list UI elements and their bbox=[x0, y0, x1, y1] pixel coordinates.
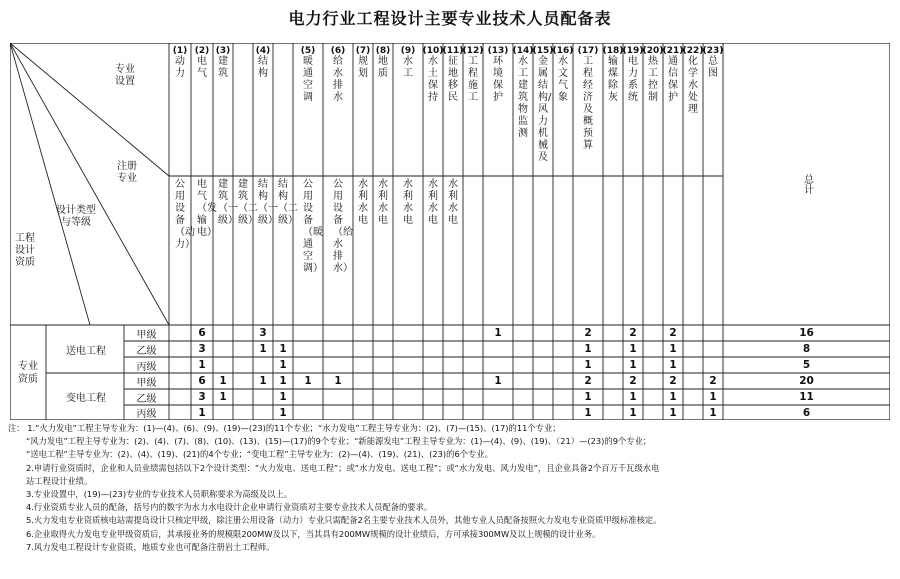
column-header bbox=[293, 43, 323, 176]
table-cell-value: 1 bbox=[669, 359, 677, 371]
column-header bbox=[643, 43, 663, 176]
note-line: 注： 1.“火力发电”工程主导专业为：(1)—(4)、(6)、(9)、(19)—(23)的11个专业；“水力发电”工程主导专业为：(2)、(7)—(15)、(17)的11个专业； bbox=[8, 423, 561, 433]
column-number: (13) bbox=[487, 46, 509, 56]
registered-specialty bbox=[169, 176, 195, 325]
column-number: (5) bbox=[300, 46, 316, 56]
table-cell-value: 1 bbox=[629, 406, 637, 419]
column-header bbox=[603, 43, 623, 176]
table-cell-value: 2 bbox=[709, 375, 717, 387]
column-header bbox=[683, 43, 703, 176]
row-total: 20 bbox=[799, 375, 814, 387]
page-title: 电力行业工程设计主要专业技术人员配备表 bbox=[288, 9, 612, 28]
table-cell-value: 1 bbox=[304, 375, 312, 387]
column-name: 水土保持 bbox=[428, 56, 438, 103]
column-name: 规划 bbox=[358, 56, 368, 79]
table-cell-value: 3 bbox=[198, 343, 206, 355]
registered-specialty bbox=[423, 176, 443, 325]
table-cell-value: 1 bbox=[669, 391, 677, 403]
table-cell-value: 6 bbox=[198, 327, 206, 339]
column-header bbox=[323, 43, 353, 176]
grade-label: 乙级 bbox=[136, 345, 157, 357]
column-name: 化学水处理 bbox=[688, 56, 698, 115]
column-number: (20) bbox=[642, 46, 664, 56]
corner-label-sheji-leixing: 设计类型与等级 bbox=[56, 205, 96, 228]
column-name: 金属结构/风力机械及 bbox=[538, 56, 552, 163]
registered-specialty-text: 水利水电 bbox=[403, 179, 413, 226]
column-header bbox=[513, 43, 533, 176]
column-number: (23) bbox=[702, 46, 724, 56]
registered-specialty-text: 结构（一级） bbox=[258, 179, 278, 226]
grade-label: 丙级 bbox=[136, 361, 157, 373]
registered-specialty bbox=[213, 176, 238, 325]
table-cell-value: 1 bbox=[198, 359, 206, 371]
side-label-songdian: 送电工程 bbox=[66, 345, 106, 357]
column-name: 电力系统 bbox=[628, 56, 638, 103]
column-number: (18) bbox=[602, 46, 624, 56]
table-cell-value: 1 bbox=[198, 406, 206, 419]
registered-specialty-text: 公用设备（给水排水） bbox=[333, 179, 353, 274]
table-cell-value: 1 bbox=[669, 406, 677, 419]
column-number: (15) bbox=[532, 46, 554, 56]
registered-specialty bbox=[253, 176, 278, 325]
total-header: 总计 bbox=[801, 174, 813, 194]
registered-specialty bbox=[323, 176, 353, 325]
table-cell-value: 1 bbox=[219, 391, 227, 403]
table-cell-value: 1 bbox=[279, 375, 287, 387]
column-header bbox=[191, 43, 213, 176]
registered-specialty-text: 建筑（二级） bbox=[238, 179, 258, 226]
table-cell-value: 1 bbox=[669, 343, 677, 355]
column-header bbox=[393, 43, 423, 176]
corner-label-zhuanye-shezhi: 专业设置 bbox=[115, 64, 135, 87]
column-header bbox=[663, 43, 683, 176]
table-cell-value: 2 bbox=[629, 327, 637, 339]
column-header bbox=[623, 43, 643, 176]
grid-line bbox=[10, 43, 169, 176]
note-line: 4.行业资质专业人员的配备，括号内的数字为水力水电设计企业申请行业资质对主要专业技术人员配备的要求。 bbox=[26, 502, 433, 513]
column-header bbox=[533, 43, 553, 176]
column-number: (9) bbox=[400, 46, 416, 56]
registered-specialty bbox=[293, 176, 323, 325]
column-number: (21) bbox=[662, 46, 684, 56]
note-line: 7.风力发电工程设计专业资质，地质专业也可配备注册岩土工程师。 bbox=[26, 541, 275, 552]
column-name: 结构 bbox=[258, 56, 268, 79]
column-name: 总图 bbox=[708, 56, 718, 79]
table-cell-value: 1 bbox=[219, 375, 227, 387]
column-number: (8) bbox=[375, 46, 391, 56]
registered-specialty-text: 公用设备（暖通空调） bbox=[303, 179, 323, 274]
column-number: (7) bbox=[355, 46, 371, 56]
column-name: 动力 bbox=[175, 56, 185, 79]
column-header bbox=[703, 43, 723, 176]
column-name: 输煤除灰 bbox=[608, 56, 618, 103]
table-cell-value: 2 bbox=[669, 327, 677, 339]
table-cell-value: 3 bbox=[198, 391, 206, 403]
column-number: (6) bbox=[330, 46, 346, 56]
registered-specialty-text: 水利水电 bbox=[448, 179, 458, 226]
table-cell-value: 1 bbox=[584, 406, 592, 419]
column-header bbox=[253, 43, 273, 176]
note-line: 2.申请行业资质时，企业和人员业绩需包括以下2个设计类型：“火力发电、送电工程”；或“水力发电、送电工程”；或“水力发电、风力发电”，且企业具备2个百万千瓦级水电 bbox=[26, 462, 660, 473]
column-number: (22) bbox=[682, 46, 704, 56]
registered-specialty bbox=[393, 176, 423, 325]
column-number: (19) bbox=[622, 46, 644, 56]
table-cell-value: 1 bbox=[629, 391, 637, 403]
registered-specialty bbox=[233, 176, 258, 325]
table-cell-value: 1 bbox=[279, 343, 287, 355]
column-header bbox=[169, 43, 191, 176]
column-name: 地质 bbox=[378, 56, 388, 79]
registered-specialty-text: 建筑（一级） bbox=[218, 179, 238, 226]
column-name: 水工建筑物监测 bbox=[518, 56, 528, 139]
grade-label: 丙级 bbox=[136, 409, 157, 420]
column-name: 水工 bbox=[403, 56, 413, 79]
column-name: 工程施工 bbox=[468, 56, 478, 103]
registered-specialty bbox=[273, 176, 298, 325]
registered-specialty bbox=[443, 176, 463, 325]
column-name: 热工控制 bbox=[648, 56, 658, 103]
table-cell-value: 1 bbox=[259, 343, 267, 355]
column-name: 环境保护 bbox=[493, 56, 503, 103]
table-cell-value: 1 bbox=[494, 327, 502, 339]
registered-specialty-text: 水利水电 bbox=[358, 179, 368, 226]
corner-label-gongcheng-zizhi: 工程设计资质 bbox=[15, 233, 35, 268]
registered-specialty bbox=[353, 176, 373, 325]
table-cell-value: 1 bbox=[259, 375, 267, 387]
column-number: (16) bbox=[552, 46, 574, 56]
side-label-biandian: 变电工程 bbox=[66, 393, 106, 404]
column-header bbox=[353, 43, 373, 176]
table-cell-value: 2 bbox=[584, 327, 592, 339]
table-cell-value: 3 bbox=[259, 327, 267, 339]
grade-label: 乙级 bbox=[136, 393, 157, 405]
table-cell-value: 1 bbox=[584, 359, 592, 371]
table-cell-value: 1 bbox=[279, 359, 287, 371]
column-header bbox=[213, 43, 233, 176]
note-line: “风力发电”工程主导专业为：(2)、(4)、(7)、(8)、(10)、(13)、(15)—(17)的9个专业；“新能源发电”工程主导专业为：(1)—(4)、(9)、(19)、（21）—(23)的9个专业； bbox=[26, 436, 652, 447]
row-total: 6 bbox=[802, 406, 811, 419]
side-label-zizhi: 专业资质 bbox=[18, 360, 38, 385]
column-number: (4) bbox=[255, 46, 271, 56]
column-header bbox=[443, 43, 463, 176]
row-total: 8 bbox=[802, 343, 811, 355]
row-total: 5 bbox=[802, 359, 811, 371]
table-cell-value: 1 bbox=[629, 343, 637, 355]
column-name: 电气 bbox=[197, 56, 207, 79]
column-name: 建筑 bbox=[218, 56, 228, 79]
table-cell-value: 1 bbox=[279, 391, 287, 403]
grid-line bbox=[10, 43, 90, 325]
column-number: (17) bbox=[577, 46, 599, 56]
table-cell-value: 2 bbox=[584, 375, 592, 387]
table-cell-value: 2 bbox=[669, 375, 677, 387]
column-number: (3) bbox=[215, 46, 231, 56]
registered-specialty-text: 结构（二级） bbox=[278, 179, 298, 226]
column-name: 水文气象 bbox=[558, 56, 568, 103]
grade-label: 甲级 bbox=[136, 329, 157, 341]
table-cell-value: 1 bbox=[334, 375, 342, 387]
registered-specialty-text: 公用设备（动力） bbox=[175, 179, 195, 250]
note-line: 3.专业设置中，(19)—(23)专业的专业技术人员职称要求为高级及以上。 bbox=[26, 489, 292, 500]
table-cell-value: 1 bbox=[709, 406, 717, 419]
column-header bbox=[483, 43, 513, 176]
column-number: (12) bbox=[462, 46, 484, 56]
note-line: 站工程设计业绩。 bbox=[26, 475, 93, 486]
column-header bbox=[573, 43, 603, 176]
column-header bbox=[423, 43, 443, 176]
table-cell-value: 1 bbox=[279, 406, 287, 419]
column-number: (2) bbox=[194, 46, 210, 56]
table-cell-value: 1 bbox=[584, 391, 592, 403]
grade-label: 甲级 bbox=[136, 377, 157, 389]
note-line: 5.火力发电专业资质核电站需提岛设计只核定甲级，除注册公用设备（动力）专业只需配备2名主要专业技术人员外，其他专业人员配备按照火力发电专业资质甲级标准核定。 bbox=[26, 515, 662, 526]
corner-label-zhuce-zhuanye: 注册专业 bbox=[117, 161, 137, 184]
row-total: 16 bbox=[799, 327, 814, 339]
note-line: 6.企业取得火力发电专业甲级资质后，其承接业务的规模限200MW及以下，当其具有200MW规模的设计业绩后，方可承接300MW及以上规模的设计业务。 bbox=[26, 528, 601, 539]
column-number: (10) bbox=[422, 46, 444, 56]
column-name: 通信保护 bbox=[668, 56, 678, 103]
column-number: (1) bbox=[172, 46, 188, 56]
column-name: 征地移民 bbox=[448, 56, 458, 103]
registered-specialty-text: 水利水电 bbox=[378, 179, 388, 226]
column-number: (14) bbox=[512, 46, 534, 56]
registered-specialty bbox=[191, 176, 217, 325]
table-cell-value: 1 bbox=[584, 343, 592, 355]
column-name: 工程经济及概预算 bbox=[583, 56, 593, 151]
note-line: “送电工程”主导专业为：(2)、(4)、(19)、(21)的4个专业；“变电工程”主导专业为：(2)—(4)、(19)、(21)、(23)的6个专业。 bbox=[26, 449, 493, 460]
registered-specialty-text: 水利水电 bbox=[428, 179, 438, 226]
column-name: 暖通空调 bbox=[303, 56, 313, 103]
notes bbox=[8, 422, 892, 554]
row-total: 11 bbox=[799, 391, 814, 403]
table-cell-value: 6 bbox=[198, 375, 206, 387]
table-cell-value: 2 bbox=[629, 375, 637, 387]
column-number: (11) bbox=[442, 46, 464, 56]
column-header bbox=[463, 43, 483, 176]
registered-specialty-text: 电气（发输电） bbox=[197, 179, 217, 238]
table-cell-value: 1 bbox=[629, 359, 637, 371]
column-header bbox=[373, 43, 393, 176]
staffing-table bbox=[10, 43, 890, 420]
table-cell-value: 1 bbox=[494, 375, 502, 387]
table-cell-value: 1 bbox=[709, 391, 717, 403]
column-header bbox=[553, 43, 573, 176]
registered-specialty bbox=[373, 176, 393, 325]
grid-line bbox=[10, 43, 169, 325]
column-name: 给水排水 bbox=[333, 56, 343, 103]
